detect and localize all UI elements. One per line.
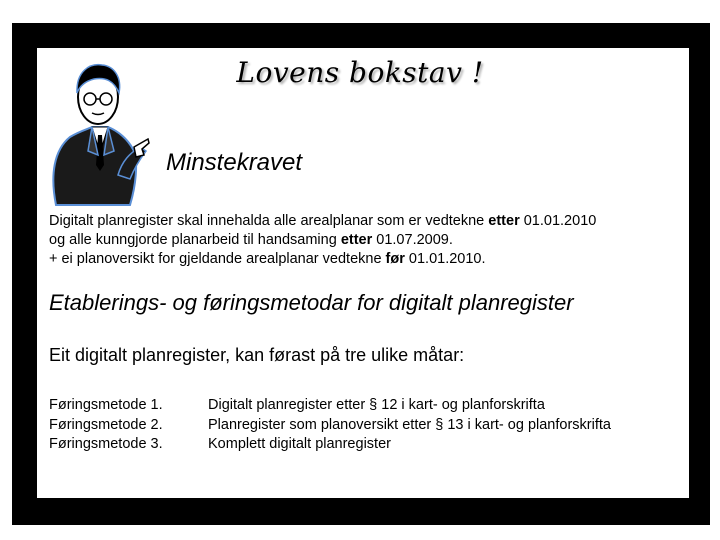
- method-label: Føringsmetode 2.: [49, 416, 163, 433]
- text: 01.07.2009.: [372, 232, 453, 248]
- method-description: Planregister som planoversikt etter § 13 i kart- og planforskrifta: [208, 416, 611, 433]
- intro-text: Eit digitalt planregister, kan førast på tre ulike måtar:: [49, 345, 465, 365]
- method-list: [49, 396, 611, 455]
- requirement-paragraph: [49, 212, 596, 269]
- text: Digitalt planregister skal innehalda alle arealplanar som er vedtekne: [49, 213, 489, 229]
- method-label: Føringsmetode 3.: [49, 436, 163, 452]
- text: 01.01.2010.: [404, 251, 486, 267]
- method-description: Digitalt planregister etter § 12 i kart- og planforskrifta: [208, 397, 545, 413]
- slide-title: Lovens bokstav !: [236, 56, 484, 89]
- emphasis: etter: [340, 232, 373, 248]
- method-row: [49, 435, 611, 455]
- paragraph-line-1: [49, 212, 596, 231]
- method-label: Føringsmetode 1.: [49, 397, 163, 413]
- paragraph-line-2: [49, 231, 596, 250]
- text: og alle kunngjorde planarbeid til handsaming: [49, 232, 341, 248]
- method-description: Komplett digitalt planregister: [208, 436, 391, 452]
- subtitle: Minstekravet: [166, 149, 303, 176]
- text: 01.01.2010: [519, 213, 597, 229]
- method-row: [49, 396, 611, 416]
- method-row: [49, 416, 611, 436]
- text: + ei planoversikt for gjeldande arealplanar vedtekne: [49, 251, 386, 267]
- section-heading: Etablerings- og føringsmetodar for digitalt planregister: [49, 290, 574, 315]
- paragraph-line-3: [49, 250, 596, 269]
- emphasis: før: [385, 251, 405, 267]
- emphasis: etter: [488, 213, 520, 229]
